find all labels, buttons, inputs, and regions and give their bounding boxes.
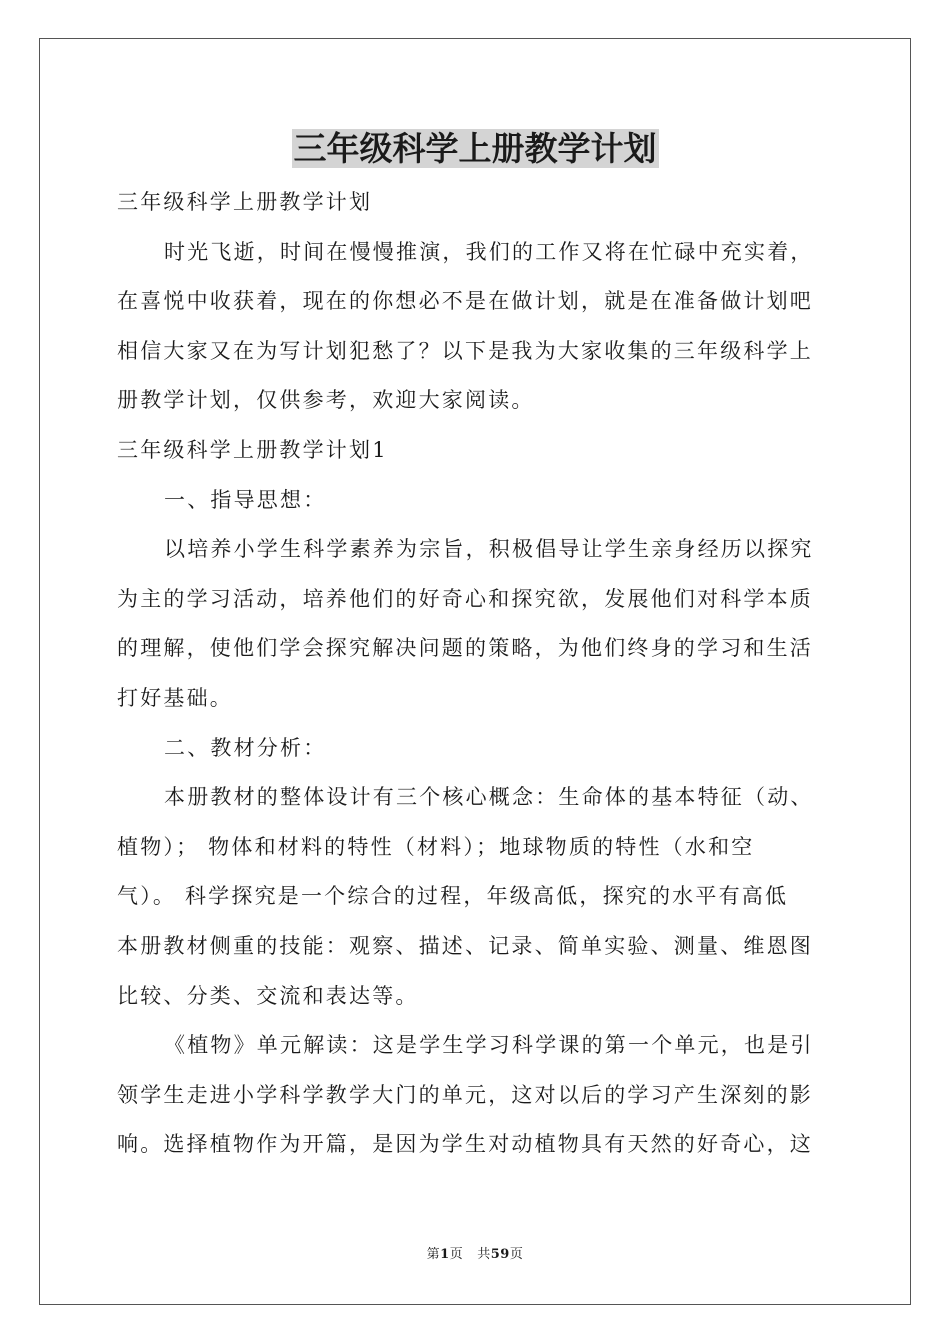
paragraph-line: 植物）； 物体和材料的特性（材料）；地球物质的特性（水和空 [117,834,755,859]
page-suffix: 页 [449,1247,464,1262]
total-suffix: 页 [509,1247,524,1262]
page-number: 1 [440,1247,450,1262]
total-prefix: 共 [477,1247,491,1262]
paragraph-line: 在喜悦中收获着，现在的你想必不是在做计划，就是在准备做计划吧 [117,289,813,314]
paragraph-line: 《植物》单元解读：这是学生学习科学课的第一个单元，也是引 [164,1033,814,1058]
document-title [0,126,950,172]
paragraph-line: 领学生走进小学科学教学大门的单元，这对以后的学习产生深刻的影 [117,1082,813,1107]
paragraph-line: 为主的学习活动，培养他们的好奇心和探究欲，发展他们对科学本质 [117,586,813,611]
page-prefix: 第 [426,1247,441,1262]
paragraph-line: 的理解，使他们学会探究解决问题的策略，为他们终身的学习和生活 [117,636,813,661]
paragraph-line: 气）。 科学探究是一个综合的过程，年级高低，探究的水平有高低 [117,884,789,909]
paragraph-line: 相信大家又在为写计划犯愁了？以下是我为大家收集的三年级科学上 [117,338,813,363]
paragraph-line: 打好基础。 [117,685,233,710]
subsection-heading: 一、指导思想： [164,487,327,512]
paragraph-line: 时光飞逝，时间在慢慢推演，我们的工作又将在忙碌中充实着， [164,239,814,264]
paragraph-line: 本册教材侧重的技能：观察、描述、记录、简单实验、测量、维恩图 [117,933,813,958]
paragraph-line: 比较、分类、交流和表达等。 [117,983,419,1008]
subsection-heading: 二、教材分析： [164,735,327,760]
section-heading: 三年级科学上册教学计划1 [117,437,388,462]
doc-subtitle: 三年级科学上册教学计划 [117,190,373,214]
document-title-text: 三年级科学上册教学计划 [293,129,657,168]
total-pages: 59 [490,1247,510,1262]
document-body [117,178,833,1170]
paragraph-line: 本册教材的整体设计有三个核心概念：生命体的基本特征（动、 [164,785,814,810]
paragraph-line: 以培养小学生科学素养为宗旨，积极倡导让学生亲身经历以探究 [164,537,814,562]
paragraph-line: 册教学计划，仅供参考，欢迎大家阅读。 [117,388,535,413]
paragraph-line: 响。选择植物作为开篇，是因为学生对动植物具有天然的好奇心，这 [117,1132,813,1157]
page-footer [0,1246,950,1264]
